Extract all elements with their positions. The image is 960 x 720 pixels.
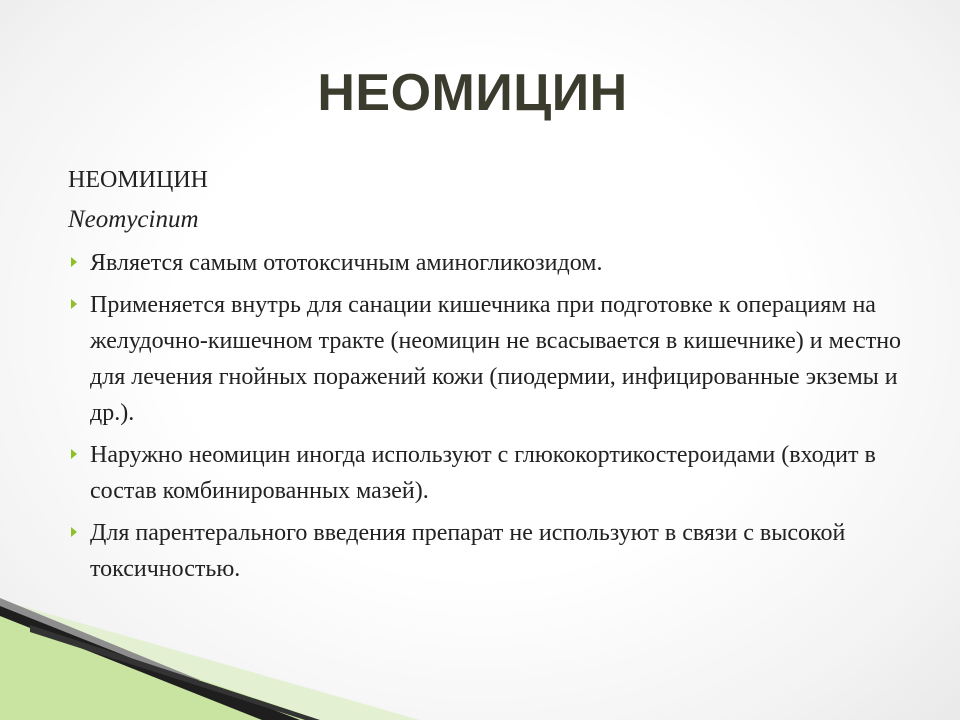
- slide-content: [68, 163, 908, 593]
- bullet-item: [68, 515, 908, 587]
- bullet-text: Наружно неомицин иногда используют с глюкокортикостероидами (входит в состав комбинированных мазей).: [90, 442, 876, 504]
- bullet-list: [68, 245, 908, 587]
- bullet-item: [68, 287, 908, 431]
- triangle-right-icon: [71, 257, 77, 267]
- triangle-right-icon: [71, 449, 77, 459]
- triangle-right-icon: [71, 299, 77, 309]
- bullet-text: Для парентерального введения препарат не используют в связи с высокой токсичностью.: [90, 520, 846, 582]
- bullet-text: Является самым ототоксичным аминогликозидом.: [90, 250, 603, 276]
- bullet-text: Применяется внутрь для санации кишечника при подготовке к операциям на желудочно-кишечном тракте (неомицин не всасывается в кишечнике) и местно для лечения гнойных поражений кожи (пиодермии, инфицированные экземы и др.).: [90, 292, 902, 426]
- slide-title: НЕОМИЦИН: [317, 64, 628, 122]
- latin-name: Neomycinum: [68, 206, 199, 233]
- bullet-item: [68, 245, 908, 281]
- triangle-right-icon: [71, 527, 77, 537]
- drug-name: НЕОМИЦИН: [68, 167, 208, 193]
- bullet-item: [68, 437, 908, 509]
